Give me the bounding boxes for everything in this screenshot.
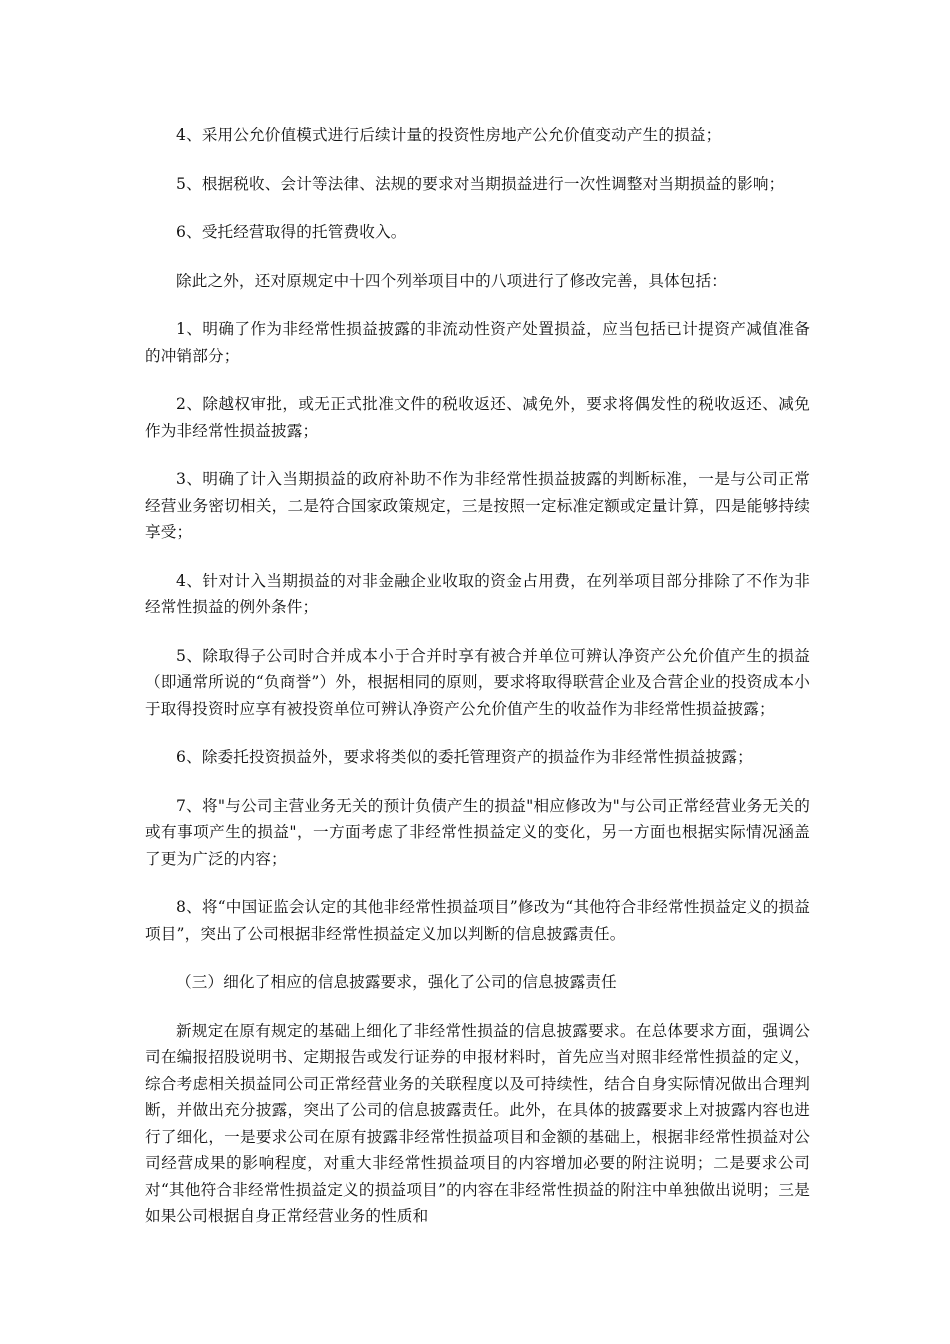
list-item: 4、采用公允价值模式进行后续计量的投资性房地产公允价值变动产生的损益； <box>176 126 722 144</box>
list-item: 4、针对计入当期损益的对非金融企业收取的资金占用费，在列举项目部分排除了不作为非经常性损益的例外条件； <box>145 571 810 616</box>
list-item: 3、明确了计入当期损益的政府补助不作为非经常性损益披露的判断标准，一是与公司正常经营业务密切相关，二是符合国家政策规定，三是按照一定标准定额或定量计算，四是能够持续享受； <box>145 470 810 541</box>
document-body <box>145 122 810 1252</box>
list-item: 1、明确了作为非经常性损益披露的非流动性资产处置损益，应当包括已计提资产减值准备的冲销部分； <box>145 320 810 365</box>
list-item: 7、将"与公司主营业务无关的预计负债产生的损益"相应修改为"与公司正常经营业务无关的或有事项产生的损益"，一方面考虑了非经常性损益定义的变化，另一方面也根据实际情况涵盖了更为广泛的内容； <box>145 796 810 868</box>
list-item: 6、受托经营取得的托管费收入。 <box>176 223 407 241</box>
section-heading: （三）细化了相应的信息披露要求，强化了公司的信息披露责任 <box>176 973 617 991</box>
list-item: 5、根据税收、会计等法律、法规的要求对当期损益进行一次性调整对当期损益的影响； <box>176 174 785 193</box>
list-item: 5、除取得子公司时合并成本小于合并时享有被合并单位可辨认净资产公允价值产生的损益（即通常所说的“负商誉”）外，根据相同的原则，要求将取得联营企业及合营企业的投资成本小于取得投资时应享有被投资单位可辨认净资产公允价值产生的收益作为非经常性损益披露； <box>145 646 810 718</box>
body-paragraph: 新规定在原有规定的基础上细化了非经常性损益的信息披露要求。在总体要求方面，强调公司在编报招股说明书、定期报告或发行证券的申报材料时，首先应当对照非经常性损益的定义，综合考虑相关损益同公司正常经营业务的关联程度以及可持续性，结合自身实际情况做出合理判断，并做出充分披露，突出了公司的信息披露责任。此外，在具体的披露要求上对披露内容也进行了细化，一是要求公司在原有披露非经常性损益项目和金额的基础上，根据非经常性损益对公司经营成果的影响程度，对重大非经常性损益项目的内容增加必要的附注说明；二是要求公司对“其他符合非经常性损益定义的损益项目”的内容在非经常性损益的附注中单独做出说明；三是如果公司根据自身正常经营业务的性质和 <box>145 1021 810 1225</box>
list-item: 8、将“中国证监会认定的其他非经常性损益项目”修改为“其他符合非经常性损益定义的损益项目”，突出了公司根据非经常性损益定义加以判断的信息披露责任。 <box>145 898 810 943</box>
intro-paragraph: 除此之外，还对原规定中十四个列举项目中的八项进行了修改完善，具体包括： <box>176 271 728 290</box>
list-item: 6、除委托投资损益外，要求将类似的委托管理资产的损益作为非经常性损益披露； <box>176 748 753 766</box>
list-item: 2、除越权审批，或无正式批准文件的税收返还、减免外，要求将偶发性的税收返还、减免作为非经常性损益披露； <box>145 395 810 440</box>
